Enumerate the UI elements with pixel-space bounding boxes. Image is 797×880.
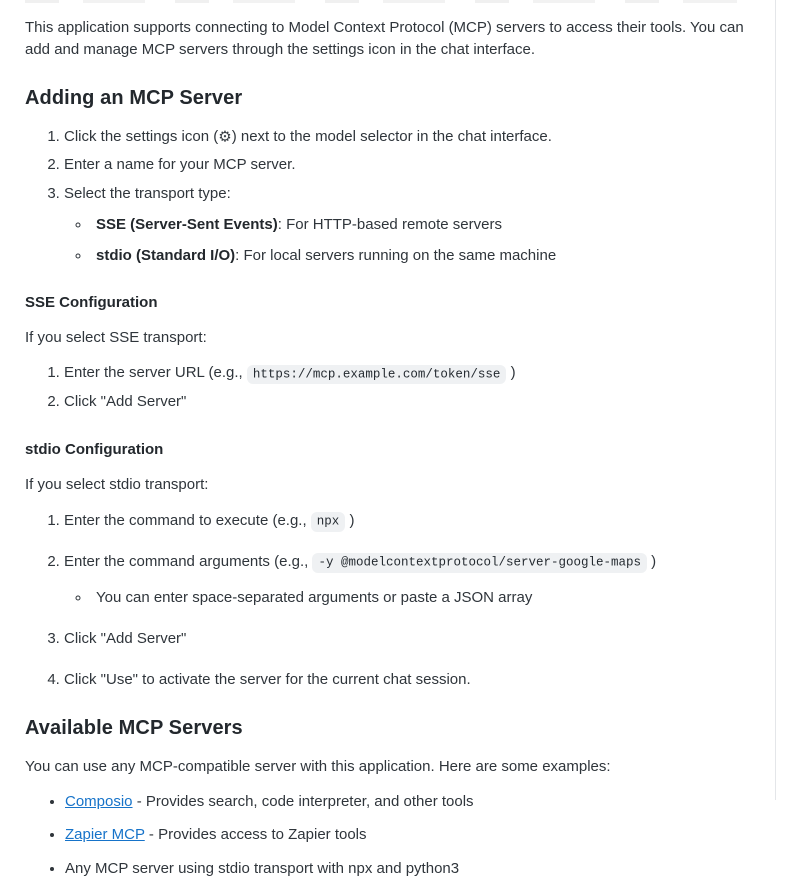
scrollbar-track[interactable] — [775, 0, 797, 800]
step-click-settings-icon: 1. Click the settings icon (⚙) next to the model selector in the chat interface. — [64, 126, 763, 148]
transport-sse-item: ◦ SSE (Server-Sent Events): For HTTP-based remote servers — [91, 214, 763, 236]
step-enter-arguments: 2. Enter the command arguments (e.g., -y @modelcontextprotocol/server-google-maps ) ◦ You can enter space-separated arguments or paste a JSON array — [64, 551, 763, 610]
step-select-transport: 3. Select the transport type: ◦ SSE (Server-Sent Events): For HTTP-based remote servers ◦ stdio (Standard I/O): For local servers running on the same machine — [64, 183, 763, 266]
step-enter-command: 1. Enter the command to execute (e.g., npx ) — [64, 510, 763, 532]
transport-type-list — [64, 214, 763, 267]
composio-link[interactable]: Composio — [65, 792, 133, 810]
server-composio-item: • Composio - Provides search, code interpreter, and other tools — [65, 791, 763, 813]
zapier-mcp-link[interactable]: Zapier MCP — [65, 826, 145, 844]
server-url-code: https://mcp.example.com/token/sse — [247, 365, 507, 385]
available-servers-list — [25, 791, 763, 880]
heading-stdio-configuration: stdio Configuration — [25, 440, 164, 458]
step-click-add-server-stdio: 3. Click "Add Server" — [64, 628, 763, 650]
gear-icon: ⚙ — [218, 127, 232, 145]
server-any-stdio-item: • Any MCP server using stdio transport with npx and python3 — [65, 858, 763, 880]
adding-steps-list — [25, 126, 763, 267]
step-enter-name: 2. Enter a name for your MCP server. — [64, 154, 763, 176]
transport-stdio-item: ◦ stdio (Standard I/O): For local servers running on the same machine — [91, 245, 763, 267]
available-lead: You can use any MCP-compatible server with this application. Here are some examples: — [25, 757, 611, 775]
heading-available-mcp-servers: Available MCP Servers — [25, 716, 243, 739]
stdio-lead: If you select stdio transport: — [25, 475, 209, 493]
sse-label: SSE (Server-Sent Events) — [96, 215, 278, 233]
heading-adding-mcp-server: Adding an MCP Server — [25, 86, 243, 109]
arguments-code: -y @modelcontextprotocol/server-google-maps — [312, 553, 647, 573]
arguments-note: ◦ You can enter space-separated arguments or paste a JSON array — [91, 587, 763, 609]
arguments-note-list — [64, 587, 763, 609]
clipped-text-top — [25, 0, 737, 3]
step-enter-server-url: 1. Enter the server URL (e.g., https://mcp.example.com/token/sse ) — [64, 362, 763, 384]
heading-sse-configuration: SSE Configuration — [25, 294, 158, 312]
stdio-label: stdio (Standard I/O) — [96, 246, 236, 264]
sse-steps-list — [25, 362, 763, 413]
server-zapier-item: • Zapier MCP - Provides access to Zapier tools — [65, 824, 763, 846]
sse-lead: If you select SSE transport: — [25, 329, 207, 347]
step-click-use: 4. Click "Use" to activate the server for the current chat session. — [64, 669, 763, 691]
stdio-steps-list — [25, 510, 763, 691]
step-click-add-server-sse: 2. Click "Add Server" — [64, 391, 763, 413]
intro-paragraph: This application supports connecting to Model Context Protocol (MCP) servers to access their tools. You can add and manage MCP servers through the settings icon in the chat interface. — [25, 19, 744, 58]
command-code: npx — [311, 512, 346, 532]
